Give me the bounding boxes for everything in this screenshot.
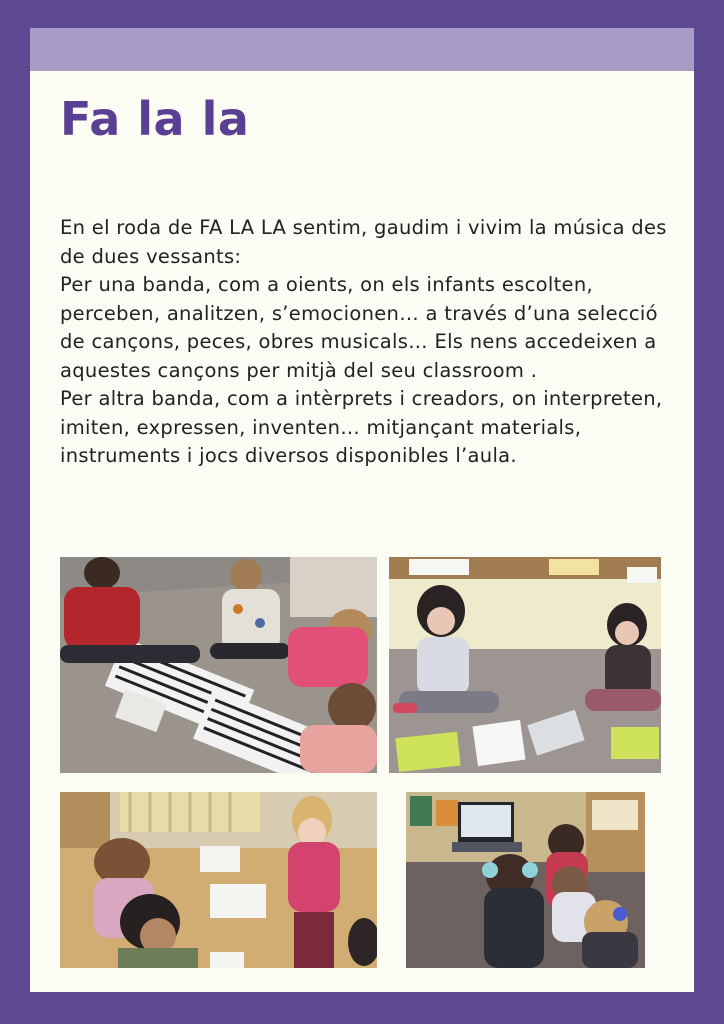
photo-children-headphones-laptop bbox=[406, 792, 645, 968]
photo-girls-floor-cards bbox=[389, 557, 661, 773]
body-text bbox=[60, 214, 670, 471]
paragraph-performers: Per altra banda, com a intèrprets i creadors, on interpreten, imiten, expressen, inventen… mitjançant materials, instruments i jocs diversos disponibles l’aula. bbox=[60, 387, 663, 467]
page-title: Fa la la bbox=[60, 92, 250, 146]
page-card bbox=[30, 28, 694, 992]
paragraph-intro: En el roda de FA LA LA sentim, gaudim i vivim la música des de dues vessants: bbox=[60, 216, 667, 268]
top-banner bbox=[30, 28, 694, 71]
photo-children-floor-staff-lines bbox=[60, 557, 377, 773]
photo-classroom-table-activity bbox=[60, 792, 377, 968]
paragraph-listeners: Per una banda, com a oients, on els infants escolten, perceben, analitzen, s’emocionen… a través d’una selecció de cançons, peces, obres musicals… Els nens accedeixen a aquestes cançons per mitjà del seu classroom . bbox=[60, 273, 658, 382]
